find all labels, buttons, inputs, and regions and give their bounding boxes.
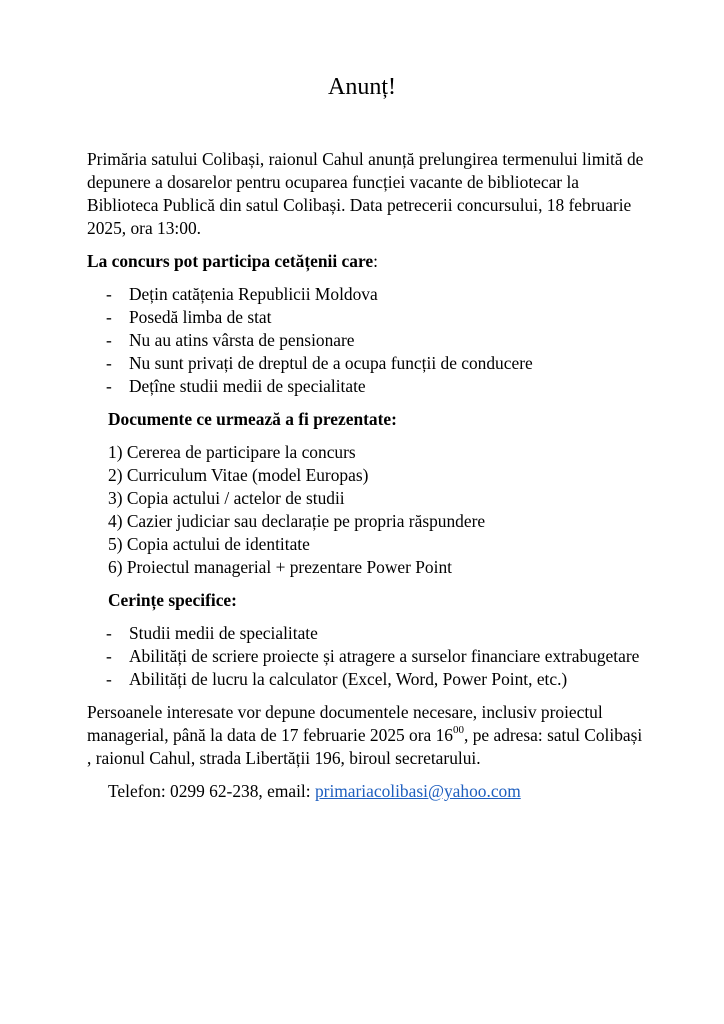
phone-text: Telefon: 0299 62-238, email: <box>108 781 315 801</box>
dash-marker: - <box>106 669 112 689</box>
time-superscript: 00 <box>453 724 465 737</box>
dash-marker: - <box>106 353 112 373</box>
dash-marker: - <box>106 376 112 396</box>
list-item <box>87 283 647 306</box>
list-item-text: Posedă limba de stat <box>129 307 272 327</box>
list-item-text: Nu sunt privați de dreptul de a ocupa funcții de conducere <box>129 353 533 373</box>
list-item <box>87 375 647 398</box>
documents-list <box>87 441 647 579</box>
page-title: Anunț! <box>328 74 396 100</box>
list-item <box>87 352 647 375</box>
list-item: 6) Proiectul managerial + prezentare Power Point <box>108 557 452 577</box>
list-item-text: Studii medii de specialitate <box>129 623 318 643</box>
dash-marker: - <box>106 646 112 666</box>
dash-marker: - <box>106 284 112 304</box>
requirements-list <box>87 622 647 691</box>
list-item <box>87 622 647 645</box>
list-item-text: Abilități de scriere proiecte și atragere a surselor financiare extrabugetare <box>129 646 640 666</box>
eligibility-heading-text: La concurs pot participa cetățenii care <box>87 251 374 271</box>
outro-paragraph <box>87 701 647 770</box>
list-item: 3) Copia actului / actelor de studii <box>108 488 345 508</box>
list-item <box>87 306 647 329</box>
list-item: 2) Curriculum Vitae (model Europas) <box>108 465 369 485</box>
list-item: 5) Copia actului de identitate <box>108 534 310 554</box>
email-link[interactable]: primariacolibasi@yahoo.com <box>314 781 521 801</box>
outro-text-end: , pe adresa: satul Colibași , raionul Cahul, strada Libertății 196, biroul secretarului. <box>87 725 643 768</box>
list-item <box>87 668 647 691</box>
dash-marker: - <box>106 330 112 350</box>
list-item: 4) Cazier judiciar sau declarație pe propria răspundere <box>108 511 486 531</box>
documents-heading: Documente ce urmează a fi prezentate: <box>108 409 397 429</box>
eligibility-list <box>87 283 647 398</box>
document-body <box>87 148 647 803</box>
list-item <box>87 645 647 668</box>
intro-paragraph: Primăria satului Colibași, raionul Cahul anunță prelungirea termenului limită de depunere a dosarelor pentru ocuparea funcției vacante de bibliotecar la Biblioteca Publică din satul Colibași. Data petrecerii concursului, 18 februarie 2025, ora 13:00. <box>87 149 644 238</box>
list-item-text: Dețin catățenia Republicii Moldova <box>129 284 378 304</box>
list-item: 1) Cererea de participare la concurs <box>108 442 356 462</box>
list-item-text: Abilități de lucru la calculator (Excel, Word, Power Point, etc.) <box>129 669 568 689</box>
dash-marker: - <box>106 307 112 327</box>
dash-marker: - <box>106 623 112 643</box>
outro-text-start: Persoanele interesate vor depune documentele necesare, inclusiv proiectul managerial, până la data de 17 februarie 2025 ora 16 <box>87 702 603 745</box>
list-item-text: Dețîne studii medii de specialitate <box>129 376 366 396</box>
list-item <box>87 329 647 352</box>
requirements-heading: Cerințe specifice: <box>108 590 237 610</box>
contact-line <box>87 780 647 803</box>
list-item-text: Nu au atins vârsta de pensionare <box>129 330 355 350</box>
eligibility-heading <box>87 250 647 273</box>
eligibility-heading-colon: : <box>373 251 378 271</box>
